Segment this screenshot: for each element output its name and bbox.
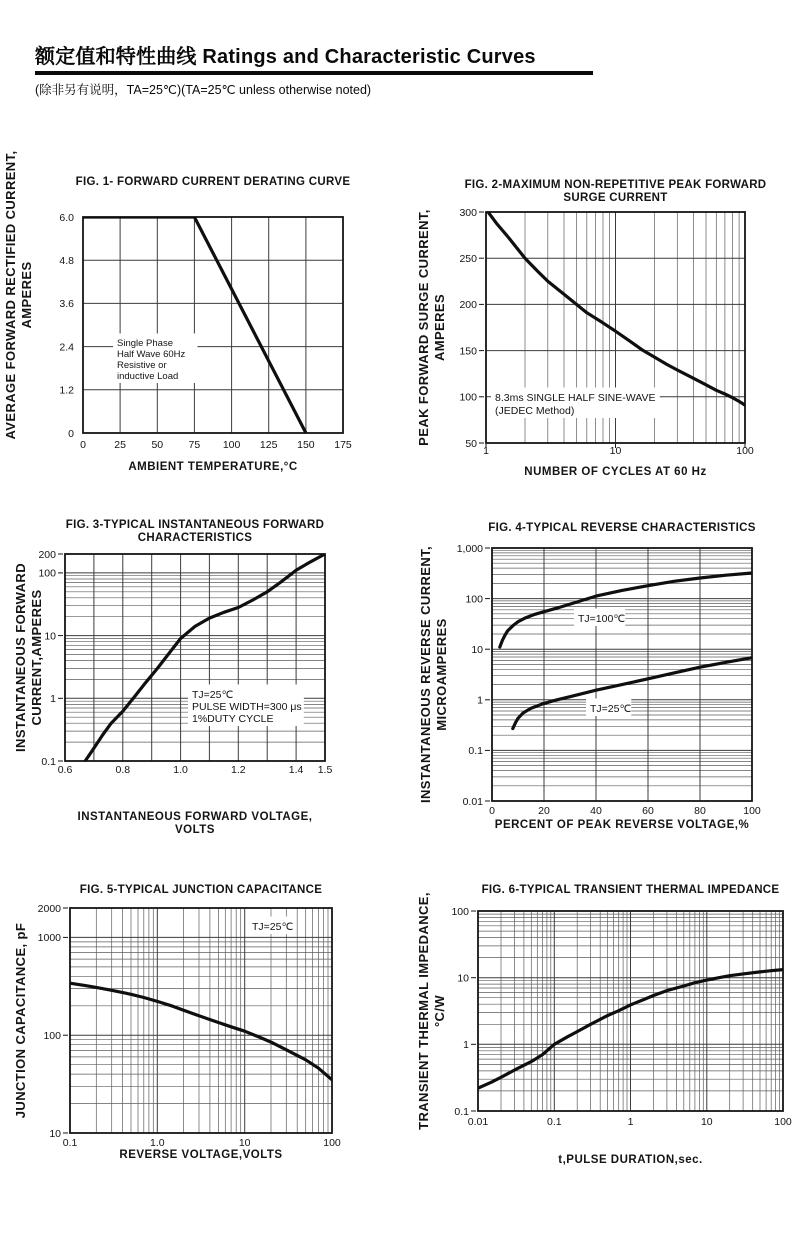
svg-text:FIG. 6-TYPICAL TRANSIENT THERM: FIG. 6-TYPICAL TRANSIENT THERMAL IMPEDANCE — [481, 884, 780, 896]
fig6-transient-thermal-impedance-chart — [400, 865, 800, 1239]
svg-text:100: 100 — [736, 445, 754, 457]
svg-text:150: 150 — [297, 439, 315, 451]
svg-text:100: 100 — [323, 1137, 341, 1149]
svg-text:100: 100 — [38, 567, 56, 580]
svg-text:0: 0 — [80, 439, 86, 451]
svg-text:Half Wave 60Hz: Half Wave 60Hz — [117, 349, 186, 360]
svg-text:TJ=25℃: TJ=25℃ — [192, 689, 234, 701]
svg-text:10: 10 — [44, 630, 56, 643]
svg-text:0.1: 0.1 — [41, 755, 56, 768]
svg-text:PEAK FORWARD SURGE CURRENT,: PEAK FORWARD SURGE CURRENT, — [416, 209, 431, 446]
svg-text:6.0: 6.0 — [59, 211, 74, 224]
svg-text:NUMBER OF CYCLES AT 60 Hz: NUMBER OF CYCLES AT 60 Hz — [524, 466, 707, 478]
fig2-peak-forward-surge-current-chart — [400, 130, 800, 492]
svg-text:200: 200 — [459, 299, 477, 312]
svg-text:t,PULSE DURATION,sec.: t,PULSE DURATION,sec. — [558, 1154, 703, 1166]
svg-text:1: 1 — [50, 693, 56, 706]
svg-text:1: 1 — [463, 1039, 469, 1052]
svg-text:1000: 1000 — [37, 932, 61, 945]
svg-text:10: 10 — [700, 1116, 713, 1128]
svg-text:0.6: 0.6 — [57, 764, 73, 776]
svg-text:SURGE CURRENT: SURGE CURRENT — [563, 192, 668, 204]
svg-text:FIG. 5-TYPICAL JUNCTION CAPACI: FIG. 5-TYPICAL JUNCTION CAPACITANCE — [79, 884, 323, 896]
svg-text:10: 10 — [609, 445, 622, 457]
svg-text:75: 75 — [188, 439, 201, 451]
svg-text:TJ=25℃: TJ=25℃ — [252, 921, 294, 933]
svg-text:2.4: 2.4 — [59, 341, 74, 354]
svg-text:1: 1 — [627, 1116, 634, 1128]
svg-text:FIG. 4-TYPICAL REVERSE CHARACT: FIG. 4-TYPICAL REVERSE CHARACTERISTICS — [488, 522, 756, 534]
svg-text:Single Phase: Single Phase — [117, 338, 173, 349]
svg-text:1.4: 1.4 — [288, 764, 304, 776]
svg-text:4.8: 4.8 — [59, 255, 74, 267]
fig1-forward-current-derating-chart — [0, 130, 400, 492]
svg-text:CURRENT,AMPERES: CURRENT,AMPERES — [29, 589, 44, 726]
svg-text:FIG. 1- FORWARD CURRENT DERATI: FIG. 1- FORWARD CURRENT DERATING CURVE — [75, 176, 351, 188]
svg-text:10: 10 — [457, 972, 469, 985]
svg-text:INSTANTANEOUS FORWARD: INSTANTANEOUS FORWARD — [13, 563, 28, 752]
svg-text:100: 100 — [459, 391, 477, 404]
svg-text:1: 1 — [483, 445, 489, 457]
svg-text:0.01: 0.01 — [462, 795, 483, 808]
svg-text:1%DUTY CYCLE: 1%DUTY CYCLE — [192, 713, 274, 725]
fig4-reverse-characteristics-chart — [400, 505, 800, 869]
svg-text:80: 80 — [694, 805, 706, 817]
svg-text:300: 300 — [459, 206, 477, 219]
svg-text:TJ=25℃: TJ=25℃ — [590, 703, 632, 715]
svg-text:1,000: 1,000 — [456, 542, 483, 555]
svg-text:125: 125 — [259, 439, 278, 451]
svg-text:AMBIENT TEMPERATURE,°C: AMBIENT TEMPERATURE,°C — [128, 461, 298, 473]
svg-text:INSTANTANEOUS REVERSE CURRENT,: INSTANTANEOUS REVERSE CURRENT, — [418, 545, 433, 804]
svg-text:FIG. 3-TYPICAL INSTANTANEOUS F: FIG. 3-TYPICAL INSTANTANEOUS FORWARD — [65, 519, 325, 531]
svg-text:100: 100 — [451, 905, 469, 918]
svg-text:60: 60 — [642, 805, 654, 817]
svg-text:0: 0 — [489, 805, 495, 817]
svg-text:AMPERES: AMPERES — [19, 261, 34, 329]
svg-text:10: 10 — [49, 1127, 61, 1140]
svg-text:2000: 2000 — [37, 902, 61, 915]
svg-text:20: 20 — [538, 805, 550, 817]
svg-text:0.1: 0.1 — [62, 1137, 78, 1149]
svg-text:100: 100 — [465, 593, 483, 606]
svg-text:PERCENT OF PEAK REVERSE VOLTAG: PERCENT OF PEAK REVERSE VOLTAGE,% — [494, 819, 750, 831]
svg-text:AVERAGE FORWARD RECTIFIED CURR: AVERAGE FORWARD RECTIFIED CURRENT, — [3, 150, 18, 440]
svg-text:250: 250 — [459, 253, 477, 265]
fig5-junction-capacitance-chart — [0, 865, 400, 1239]
svg-text:0.8: 0.8 — [115, 764, 131, 776]
svg-text:FIG. 2-MAXIMUM NON-REPETITIVE: FIG. 2-MAXIMUM NON-REPETITIVE PEAK FORWARD — [464, 179, 767, 191]
svg-text:0.1: 0.1 — [468, 745, 483, 758]
svg-text:Resistive or: Resistive or — [117, 360, 167, 371]
svg-text:°C/W: °C/W — [432, 994, 447, 1028]
svg-text:0.01: 0.01 — [467, 1116, 489, 1128]
svg-text:inductive Load: inductive Load — [117, 371, 179, 382]
svg-text:MICROAMPERES: MICROAMPERES — [434, 618, 449, 731]
svg-text:JUNCTION CAPACITANCE, pF: JUNCTION CAPACITANCE, pF — [13, 922, 28, 1119]
svg-text:150: 150 — [459, 345, 477, 358]
svg-text:10: 10 — [471, 644, 483, 656]
svg-text:1.0: 1.0 — [149, 1137, 165, 1149]
svg-text:10: 10 — [238, 1137, 251, 1149]
svg-text:AMPERES: AMPERES — [432, 293, 447, 362]
title-underline — [35, 71, 593, 75]
svg-text:PULSE WIDTH=300 μs: PULSE WIDTH=300 μs — [192, 701, 302, 713]
svg-text:1.5: 1.5 — [317, 764, 333, 776]
svg-text:VOLTS: VOLTS — [175, 824, 215, 836]
svg-text:50: 50 — [465, 437, 477, 450]
svg-text:40: 40 — [590, 805, 602, 817]
svg-text:CHARACTERISTICS: CHARACTERISTICS — [137, 532, 253, 544]
svg-text:100: 100 — [43, 1030, 61, 1042]
svg-text:0.1: 0.1 — [546, 1116, 562, 1128]
svg-text:3.6: 3.6 — [59, 298, 74, 311]
svg-text:8.3ms SINGLE HALF SINE-WAVE: 8.3ms SINGLE HALF SINE-WAVE — [495, 392, 656, 404]
svg-text:INSTANTANEOUS FORWARD VOLTAGE,: INSTANTANEOUS FORWARD VOLTAGE, — [77, 811, 313, 823]
svg-text:100: 100 — [743, 805, 761, 817]
svg-text:1.2: 1.2 — [59, 384, 74, 397]
svg-text:1.0: 1.0 — [173, 764, 188, 776]
svg-text:175: 175 — [334, 439, 352, 451]
svg-text:1.2: 1.2 — [230, 764, 246, 776]
svg-text:REVERSE VOLTAGE,VOLTS: REVERSE VOLTAGE,VOLTS — [119, 1149, 283, 1161]
page-subtitle: (除非另有说明，TA=25℃)(TA=25℃ unless otherwise noted) — [35, 83, 372, 97]
svg-text:100: 100 — [774, 1116, 792, 1128]
svg-text:200: 200 — [38, 548, 56, 561]
svg-text:1: 1 — [477, 694, 483, 707]
svg-text:0: 0 — [68, 427, 74, 440]
svg-text:50: 50 — [151, 439, 164, 451]
svg-text:0.1: 0.1 — [454, 1105, 469, 1118]
svg-text:TRANSIENT THERMAL IMPEDANCE,: TRANSIENT THERMAL IMPEDANCE, — [416, 892, 431, 1130]
page-title: 额定值和特性曲线 Ratings and Characteristic Curves — [35, 46, 536, 68]
svg-text:(JEDEC Method): (JEDEC Method) — [495, 405, 575, 417]
fig3-instantaneous-forward-characteristics-chart — [0, 505, 400, 869]
svg-text:25: 25 — [114, 439, 126, 451]
svg-text:TJ=100℃: TJ=100℃ — [578, 613, 626, 625]
svg-text:100: 100 — [222, 439, 241, 451]
